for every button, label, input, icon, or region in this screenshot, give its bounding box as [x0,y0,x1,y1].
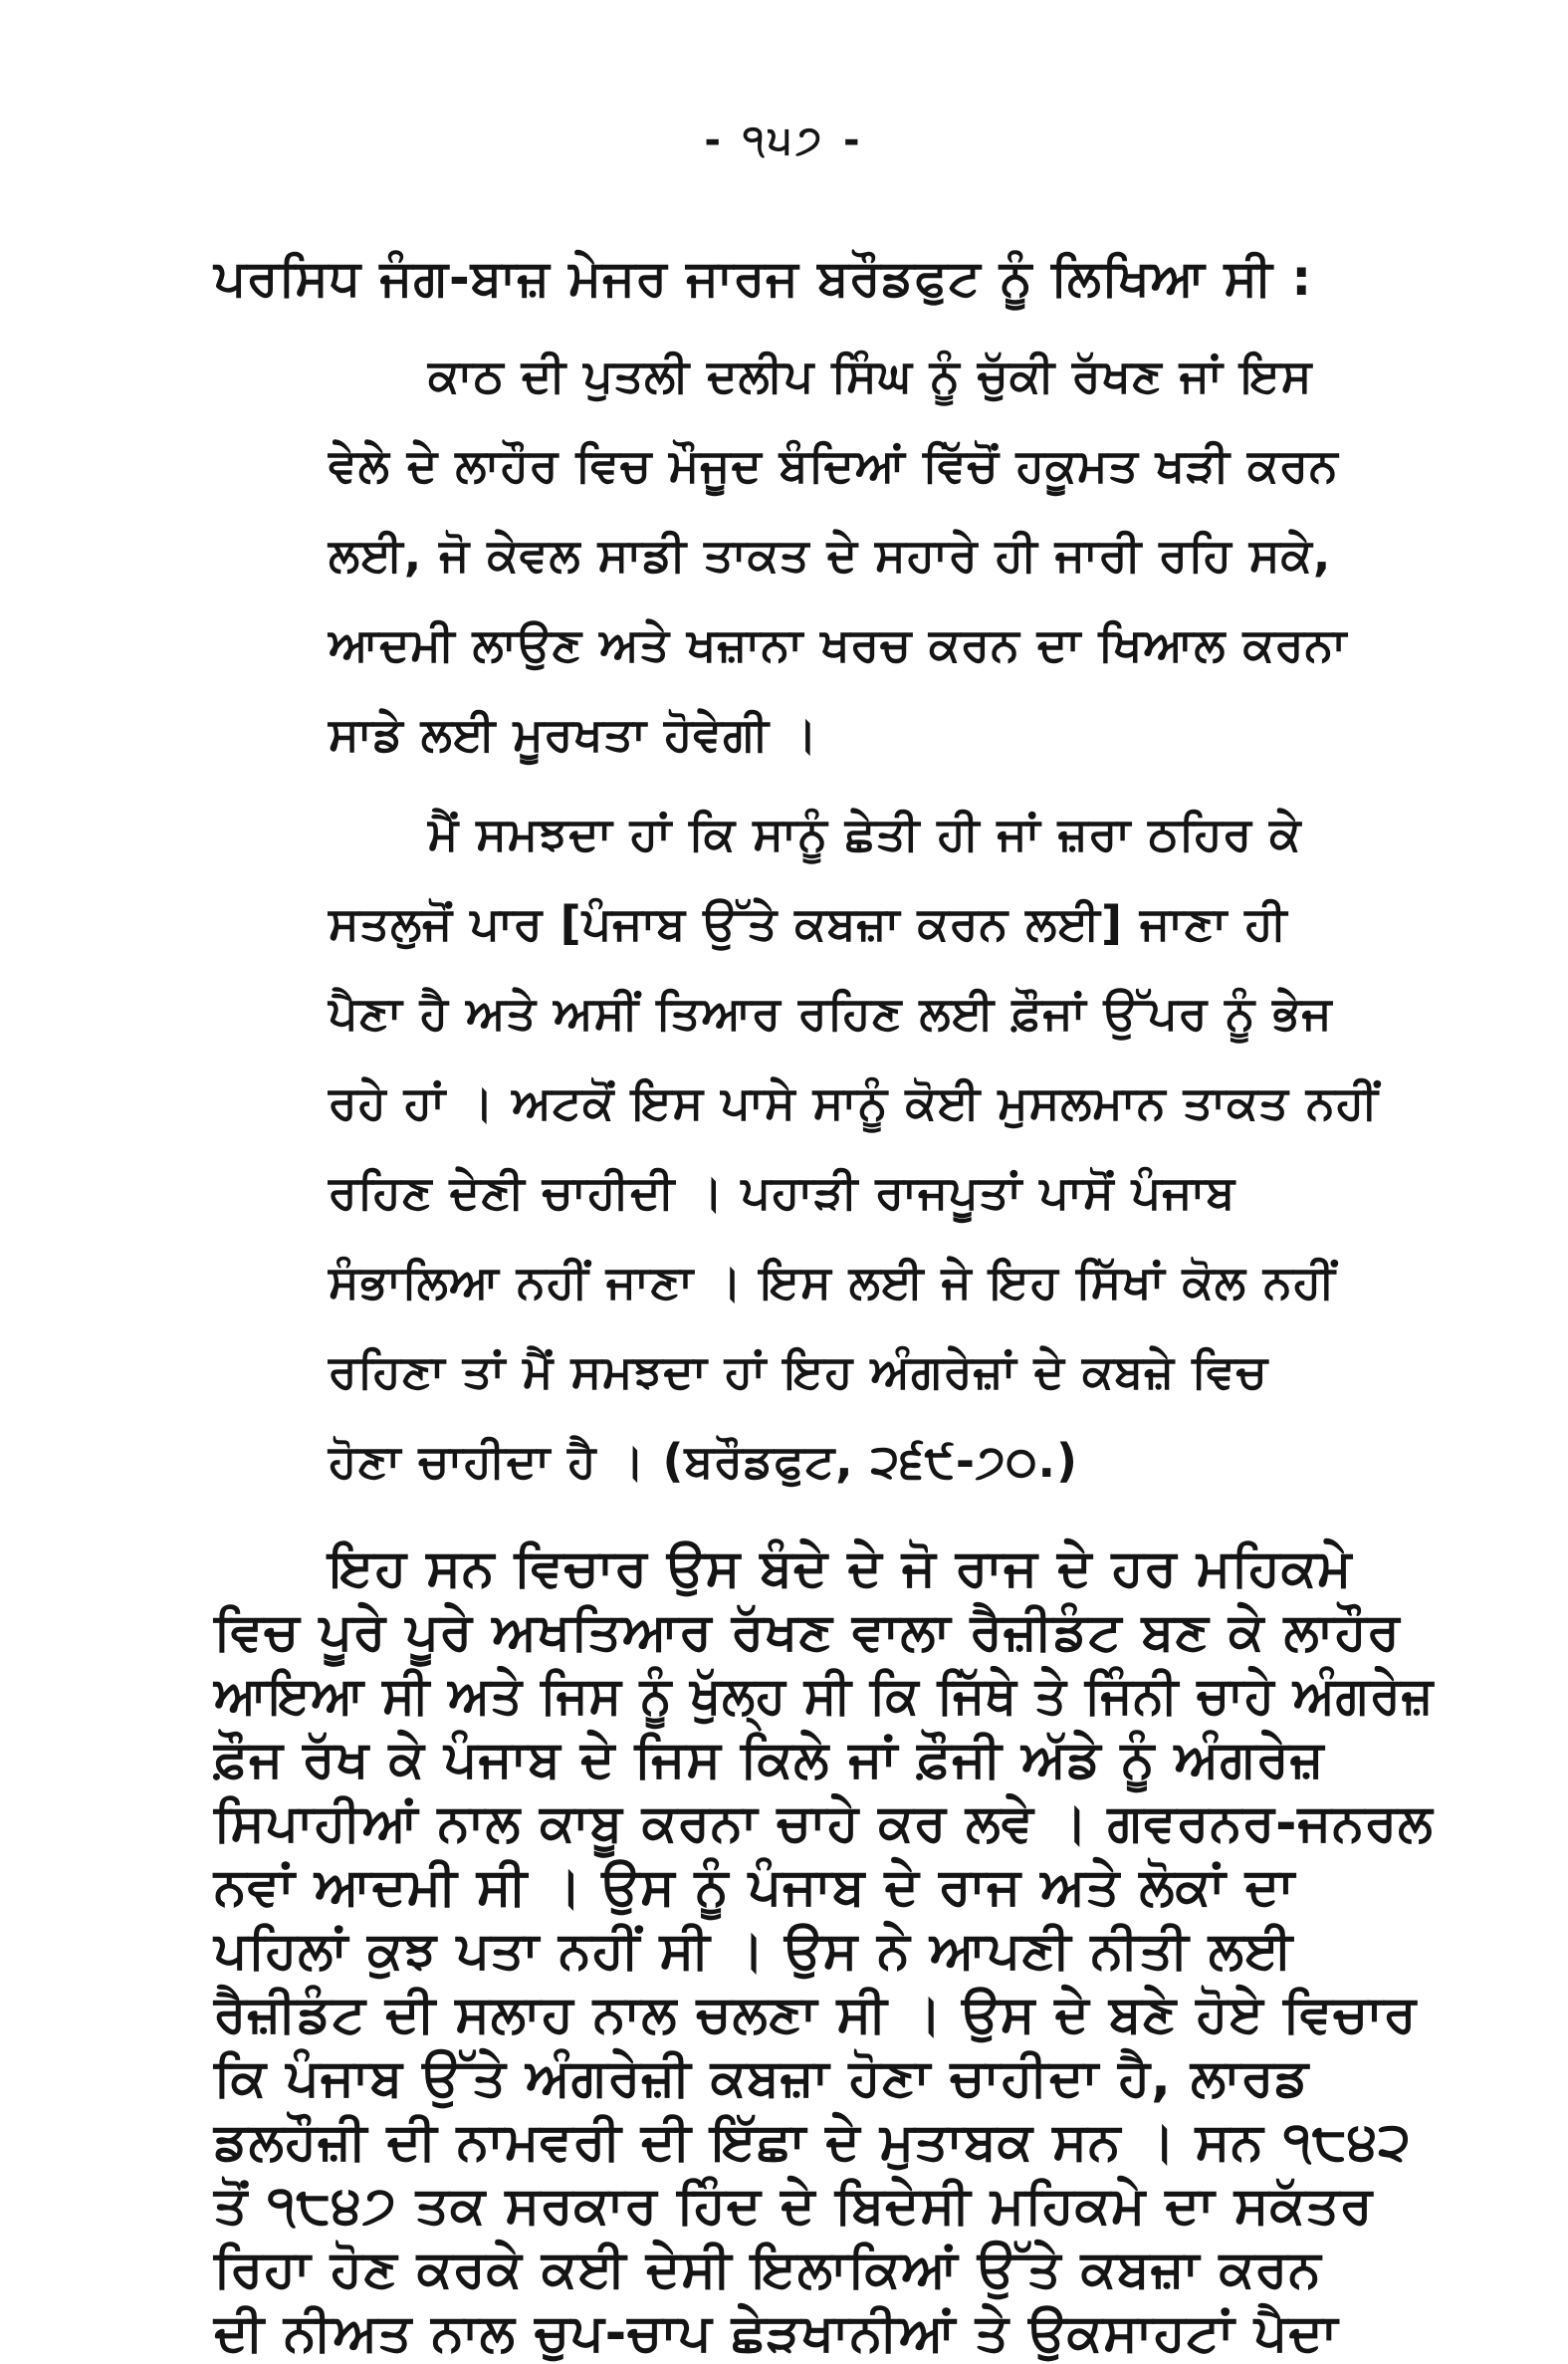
body-line: ਆਇਆ ਸੀ ਅਤੇ ਜਿਸ ਨੂੰ ਖੁੱਲ੍ਹ ਸੀ ਕਿ ਜਿੱਥੇ ਤੇ ਜਿੰਨੀ ਚਾਹੇ ਅੰਗਰੇਜ਼ [214,1666,1435,1726]
quote-line: ਸੰਭਾਲਿਆ ਨਹੀਂ ਜਾਣਾ । ਇਸ ਲਈ ਜੇ ਇਹ ਸਿੱਖਾਂ ਕੋਲ ਨਹੀਂ [329,1255,1336,1308]
quote-line: ਆਦਮੀ ਲਾਉਣ ਅਤੇ ਖਜ਼ਾਨਾ ਖਰਚ ਕਰਨ ਦਾ ਖਿਆਲ ਕਰਨਾ [329,617,1348,671]
quote-line: ਰਹਿਣਾ ਤਾਂ ਮੈਂ ਸਮਝਦਾ ਹਾਂ ਇਹ ਅੰਗਰੇਜ਼ਾਂ ਦੇ ਕਬਜ਼ੇ ਵਿਚ [329,1344,1268,1398]
intro-line: ਪਰਸਿਧ ਜੰਗ-ਬਾਜ਼ ਮੇਜਰ ਜਾਰਜ ਬਰੌਡਫੁਟ ਨੂੰ ਲਿਖਿਆ ਸੀ : [214,249,1313,307]
quote-line: ਸਤਲੁਜੋਂ ਪਾਰ [ਪੰਜਾਬ ਉੱਤੇ ਕਬਜ਼ਾ ਕਰਨ ਲਈ] ਜਾਣਾ ਹੀ [329,896,1288,950]
body-line: ਵਿਚ ਪੂਰੇ ਪੂਰੇ ਅਖਤਿਆਰ ਰੱਖਣ ਵਾਲਾ ਰੈਜ਼ੀਡੰਟ ਬਣ ਕੇ ਲਾਹੌਰ [214,1602,1401,1662]
quote-line: ਰਹਿਣ ਦੇਣੀ ਚਾਹੀਦੀ । ਪਹਾੜੀ ਰਾਜਪੂਤਾਂ ਪਾਸੋਂ ਪੰਜਾਬ [329,1165,1236,1219]
quote-line: ਪੈਣਾ ਹੈ ਅਤੇ ਅਸੀਂ ਤਿਆਰ ਰਹਿਣ ਲਈ ਫ਼ੌਜਾਂ ਉੱਪਰ ਨੂੰ ਭੇਜ [329,986,1333,1040]
body-line: ਰੈਜ਼ੀਡੰਟ ਦੀ ਸਲਾਹ ਨਾਲ ਚਲਣਾ ਸੀ । ਉਸ ਦੇ ਬਣੇ ਹੋਏ ਵਿਚਾਰ [214,1985,1418,2044]
page-number: - ੧੫੭ - [704,118,864,163]
body-line: ਦੀ ਨੀਅਤ ਨਾਲ ਚੁਪ-ਚਾਪ ਛੇੜਖਾਨੀਆਂ ਤੇ ਉਕਸਾਹਟਾਂ ਪੈਦਾ [214,2303,1339,2363]
quote-line: ਰਹੇ ਹਾਂ । ਅਟਕੋਂ ਇਸ ਪਾਸੇ ਸਾਨੂੰ ਕੋਈ ਮੁਸਲਮਾਨ ਤਾਕਤ ਨਹੀਂ [329,1075,1379,1129]
body-line: ਕਿ ਪੰਜਾਬ ਉੱਤੇ ਅੰਗਰੇਜ਼ੀ ਕਬਜ਼ਾ ਹੋਣਾ ਚਾਹੀਦਾ ਹੈ, ਲਾਰਡ [214,2048,1310,2108]
quote-line: ਮੈਂ ਸਮਝਦਾ ਹਾਂ ਕਿ ਸਾਨੂੰ ਛੇਤੀ ਹੀ ਜਾਂ ਜ਼ਰਾ ਠਹਿਰ ਕੇ [428,807,1302,860]
body-line: ਪਹਿਲਾਂ ਕੁਝ ਪਤਾ ਨਹੀਂ ਸੀ । ਉਸ ਨੇ ਆਪਣੀ ਨੀਤੀ ਲਈ [214,1921,1294,1981]
body-line: ਫ਼ੌਜ ਰੱਖ ਕੇ ਪੰਜਾਬ ਦੇ ਜਿਸ ਕਿਲੇ ਜਾਂ ਫ਼ੌਜੀ ਅੱਡੇ ਨੂੰ ਅੰਗਰੇਜ਼ [214,1730,1325,1789]
body-line: ਨਵਾਂ ਆਦਮੀ ਸੀ । ਉਸ ਨੂੰ ਪੰਜਾਬ ਦੇ ਰਾਜ ਅਤੇ ਲੋਕਾਂ ਦਾ [214,1857,1296,1917]
quote-line: ਸਾਡੇ ਲਈ ਮੂਰਖਤਾ ਹੋਵੇਗੀ । [329,707,818,761]
quote-line: ਕਾਠ ਦੀ ਪੁਤਲੀ ਦਲੀਪ ਸਿੰਘ ਨੂੰ ਚੁੱਕੀ ਰੱਖਣ ਜਾਂ ਇਸ [428,349,1313,402]
body-line: ਤੋਂ ੧੮੪੭ ਤਕ ਸਰਕਾਰ ਹਿੰਦ ਦੇ ਬਿਦੇਸੀ ਮਹਿਕਮੇ ਦਾ ਸਕੱਤਰ [214,2176,1374,2236]
body-line: ਡਲਹੌਜ਼ੀ ਦੀ ਨਾਮਵਰੀ ਦੀ ਇੱਛਾ ਦੇ ਮੁਤਾਬਕ ਸਨ । ਸਨ ੧੮੪੨ [214,2112,1412,2172]
body-line: ਸਿਪਾਹੀਆਂ ਨਾਲ ਕਾਬੂ ਕਰਨਾ ਚਾਹੇ ਕਰ ਲਵੇ । ਗਵਰਨਰ-ਜਨਰਲ [214,1793,1434,1853]
quote-line: ਹੋਣਾ ਚਾਹੀਦਾ ਹੈ । (ਬਰੌਡਫੁਟ, ੨੬੯-੭੦.) [329,1434,1078,1488]
quote-line: ਵੇਲੇ ਦੇ ਲਾਹੌਰ ਵਿਚ ਮੌਜੂਦ ਬੰਦਿਆਂ ਵਿੱਚੋਂ ਹਕੂਮਤ ਖੜੀ ਕਰਨ [329,438,1339,492]
quote-line: ਲਈ, ਜੋ ਕੇਵਲ ਸਾਡੀ ਤਾਕਤ ਦੇ ਸਹਾਰੇ ਹੀ ਜਾਰੀ ਰਹਿ ਸਕੇ, [329,528,1332,582]
body-line: ਰਿਹਾ ਹੋਣ ਕਰਕੇ ਕਈ ਦੇਸੀ ਇਲਾਕਿਆਂ ਉੱਤੇ ਕਬਜ਼ਾ ਕਰਨ [214,2240,1322,2299]
body-line: ਇਹ ਸਨ ਵਿਚਾਰ ਉਸ ਬੰਦੇ ਦੇ ਜੋ ਰਾਜ ਦੇ ਹਰ ਮਹਿਕਮੇ [329,1538,1353,1598]
